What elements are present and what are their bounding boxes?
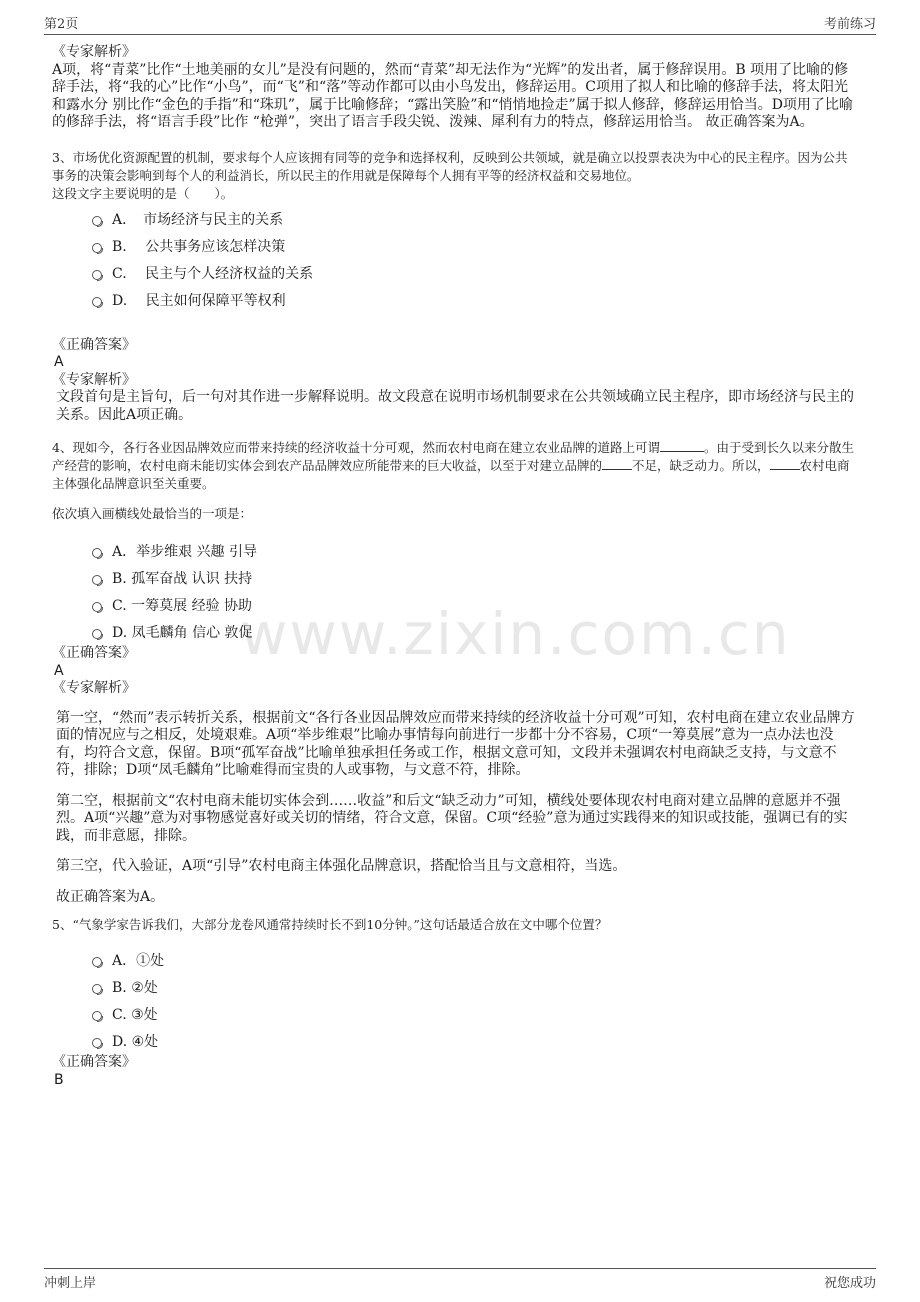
- q4-explanation-1: 第一空，“然而”表示转折关系，根据前文“各行各业因品牌效应而带来持续的经济收益十分可观”可知，农村电商在建立农业品牌方面的情况应与之相反，处境艰难。A项“举步维艰”比喻办事情每向前进行一步都十分不容易，C项“一筹莫展”意为一点办法也没有，均符合文意，保留。B项“孤军奋战”比喻单独承担任务或工作，根据文意可知，文段并未强调农村电商缺乏支持，与文意不符，排除；D项“凤毛麟角”比喻难得而宝贵的人或事物，与文意不符，排除。: [56, 709, 855, 778]
- radio-icon[interactable]: [92, 1011, 102, 1021]
- q3-prompt: 这段文字主要说明的是（ ）。: [52, 185, 234, 201]
- radio-icon[interactable]: [92, 629, 102, 639]
- radio-icon[interactable]: [92, 984, 102, 994]
- q3-option-a[interactable]: A． 市场经济与民主的关系: [92, 206, 858, 233]
- correct-answer-label: 《正确答案》: [52, 336, 136, 353]
- q3-explanation: 文段首句是主旨句，后一句对其作进一步解释说明。故文段意在说明市场机制要求在公共领域确立民主程序，即市场经济与民主的关系。因此A项正确。: [56, 389, 854, 423]
- page-footer: [44, 1268, 876, 1294]
- page-header: [44, 12, 876, 35]
- q3-option-b[interactable]: B. 公共事务应该怎样决策: [92, 233, 858, 260]
- expert-analysis-label: 《专家解析》: [52, 371, 136, 388]
- q3-answer: A: [54, 354, 64, 370]
- page-number: 第2页: [44, 17, 79, 32]
- q4-explanation-2: 第二空，根据前文“农村电商未能切实体会到……收益”和后文“缺乏动力”可知，横线处要体现农村电商对建立品牌的意愿并不强烈。A项“兴趣”意为对事物感觉喜好或关切的情绪，符合文意，保留。C项“经验”意为通过实践得来的知识或技能，强调已有的实践，而非意愿，排除。: [56, 792, 848, 844]
- q5-option-b[interactable]: B. ②处: [92, 973, 858, 1000]
- q5-answer: B: [54, 1071, 64, 1088]
- q4-option-b[interactable]: B. 孤军奋战 认识 扶持: [92, 564, 858, 591]
- q5-options: [52, 946, 858, 1054]
- q4-options: [52, 537, 858, 645]
- q3-options: [52, 206, 858, 314]
- radio-icon[interactable]: [92, 270, 102, 280]
- footer-right: 祝您成功: [823, 1276, 876, 1291]
- q5-option-a[interactable]: A．①处: [92, 946, 858, 973]
- expert-analysis-label: 《专家解析》: [52, 680, 136, 696]
- q4-option-a[interactable]: A．举步维艰 兴趣 引导: [92, 537, 858, 564]
- q4-option-d[interactable]: D. 凤毛麟角 信心 敦促: [92, 618, 858, 645]
- expert-analysis-label: 《专家解析》: [52, 44, 136, 60]
- radio-icon[interactable]: [92, 297, 102, 307]
- q5-option-c[interactable]: C. ③处: [92, 1000, 858, 1027]
- radio-icon[interactable]: [92, 243, 102, 253]
- radio-icon[interactable]: [92, 575, 102, 585]
- q5-option-d[interactable]: D. ④处: [92, 1027, 858, 1054]
- q4-prompt: 依次填入画横线处最恰当的一项是：: [52, 506, 253, 521]
- q3-text: 3、市场优化资源配置的机制，要求每个人应该拥有同等的竞争和选择权利，反映到公共领域，就是确立以投票表决为中心的民主程序。因为公共事务的决策会影响到每个人的利益消长，所以民主的作用就是保障每个人拥有平等的经济权益和交易地位。: [52, 149, 848, 183]
- radio-icon[interactable]: [92, 602, 102, 612]
- q3-option-d[interactable]: D. 民主如何保障平等权利: [92, 287, 858, 314]
- correct-answer-label: 《正确答案》: [52, 645, 136, 661]
- q4-answer: A: [54, 662, 64, 679]
- radio-icon[interactable]: [92, 548, 102, 558]
- prev-explanation: A项，将“青菜”比作“土地美丽的女儿”是没有问题的，然而“青菜”却无法作为“光辉”的发出者，属于修辞误用。B 项用了比喻的修辞手法，将“我的心”比作“小鸟”，而“飞”和“落”等动作都可以由小鸟发出，修辞运用。C项用了拟人和比喻的修辞手法，将太阳光和露水分 别比作“金色的手指”和“珠玑”，属于比喻修辞；“露出笑脸”和“悄悄地捡走”属于拟人修辞，修辞运用恰当。D项用了比喻的修辞手法，将“语言手段”比作 “枪弹”，突出了语言手段尖锐、泼辣、犀利有力的特点，修辞运用恰当。 故正确答案为A。: [52, 61, 853, 130]
- radio-icon[interactable]: [92, 1038, 102, 1048]
- radio-icon[interactable]: [92, 216, 102, 226]
- q3-option-c[interactable]: C. 民主与个人经济权益的关系: [92, 260, 858, 287]
- blank-1: [660, 439, 704, 452]
- q5-text: 5、“气象学家告诉我们，大部分龙卷风通常持续时长不到10分钟。”这句话最适合放在文中哪个位置？: [52, 917, 608, 932]
- q4-explanation-4: 故正确答案为A。: [56, 888, 165, 905]
- blank-2: [602, 457, 632, 470]
- q4-explanation-3: 第三空，代入验证，A项“引导”农村电商主体强化品牌意识，搭配恰当且与文意相符，当选。: [56, 858, 627, 874]
- q4-option-c[interactable]: C. 一筹莫展 经验 协助: [92, 591, 858, 618]
- radio-icon[interactable]: [92, 957, 102, 967]
- blank-3: [770, 457, 800, 470]
- page-content: [52, 44, 858, 1089]
- header-title: 考前练习: [823, 17, 876, 32]
- correct-answer-label: 《正确答案》: [52, 1054, 136, 1070]
- q4-text: 4、现如今，各行各业因品牌效应而带来持续的经济收益十分可观，然而农村电商在建立农业品牌的道路上可谓 。由于受到长久以来分散生产经营的影响，农村电商未能切实体会到农产品品牌效应所能带来的巨大收益，以至于对建立品牌的 不足，缺乏动力。所以， 农村电商主体强化品牌意识至关重要。: [52, 440, 854, 491]
- footer-left: 冲刺上岸: [44, 1276, 97, 1291]
- watermark: www.zixin.com.cn: [240, 600, 791, 668]
